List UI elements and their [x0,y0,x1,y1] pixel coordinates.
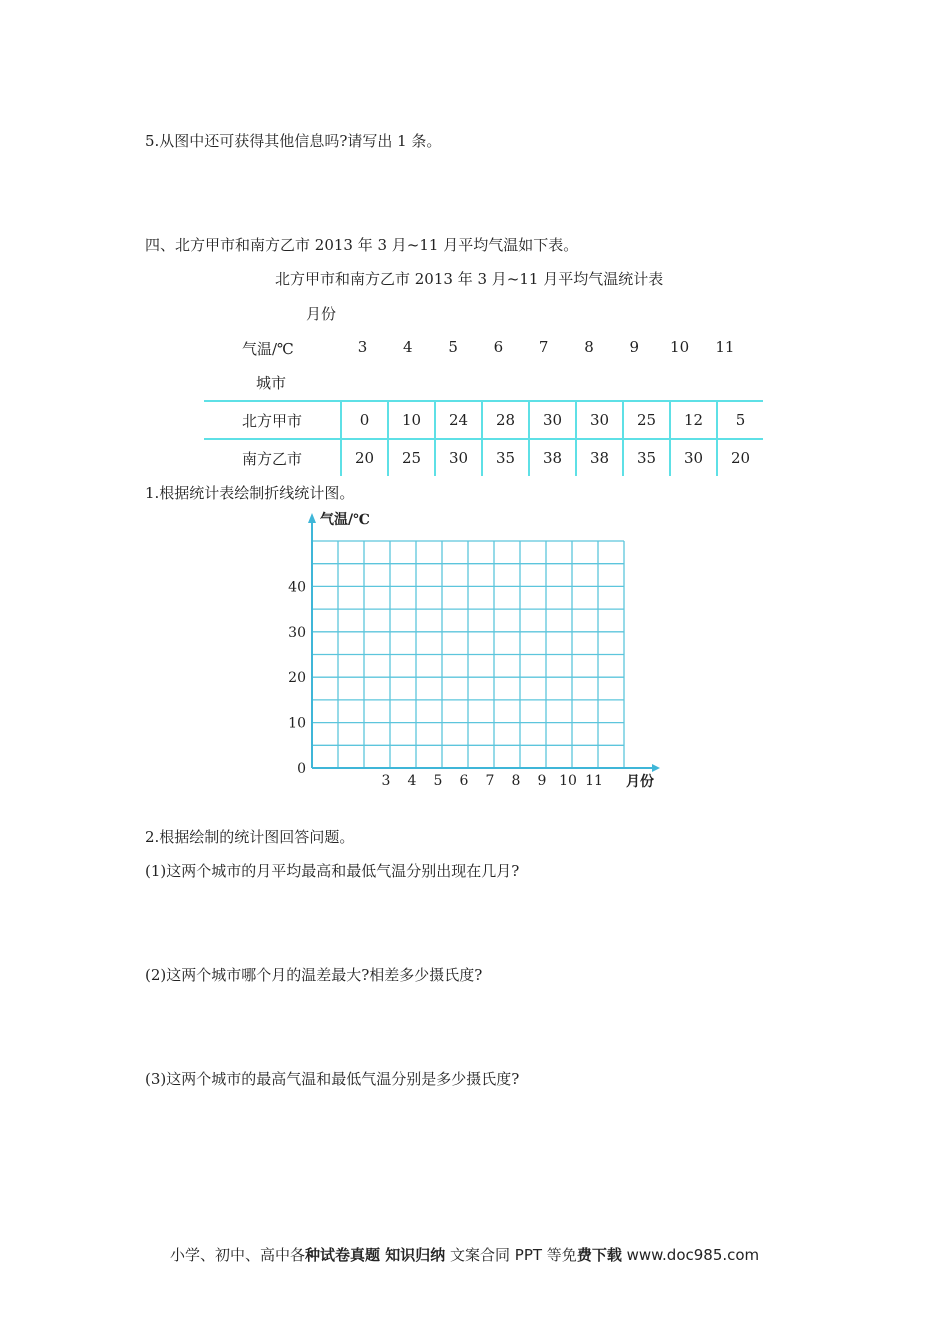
question-2-2: (2)这两个城市哪个月的温差最大?相差多少摄氏度? [145,966,483,984]
x-axis-label: 月份 [626,774,654,790]
month-header: 7 [538,338,549,356]
question-2-3: (3)这两个城市的最高气温和最低气温分别是多少摄氏度? [145,1070,520,1088]
section-4-heading: 四、北方甲市和南方乙市 2013 年 3 月~11 月平均气温如下表。 [145,236,579,254]
x-tick-label: 8 [511,773,521,789]
x-tick-label: 5 [433,773,443,789]
temp-cell: 0 [341,401,388,439]
month-header: 3 [357,338,368,356]
table-row [204,401,763,439]
y-tick-label: 10 [288,715,306,732]
temp-cell: 38 [576,439,623,476]
footer-text: 文案合同 PPT 等免 [445,1246,577,1264]
x-tick-label: 6 [459,773,469,789]
y-tick-label: 20 [288,670,306,687]
month-header: 9 [629,338,640,356]
temp-cell: 5 [717,401,763,439]
y-tick-label: 40 [288,579,306,596]
header-month: 月份 [306,305,337,323]
x-axis-arrow [652,764,660,772]
footer-text: 小学、初中、高中各 [170,1246,306,1264]
question-5: 5.从图中还可获得其他信息吗?请写出 1 条。 [145,132,442,150]
temp-cell: 35 [482,439,529,476]
temp-cell: 30 [435,439,482,476]
temp-cell: 10 [388,401,435,439]
question-2-1: (1)这两个城市的月平均最高和最低气温分别出现在几月? [145,862,520,880]
temp-cell: 12 [670,401,717,439]
header-city: 城市 [256,374,287,392]
x-tick-label: 11 [585,773,603,789]
month-header: 11 [715,338,735,356]
task-1: 1.根据统计表绘制折线统计图。 [145,484,355,502]
table-row [204,439,763,476]
temp-cell: 28 [482,401,529,439]
table-title: 北方甲市和南方乙市 2013 年 3 月~11 月平均气温统计表 [275,270,664,288]
temp-cell: 20 [341,439,388,476]
temp-cell: 35 [623,439,670,476]
temp-cell: 20 [717,439,763,476]
line-chart-grid [280,505,670,795]
city-cell: 南方乙市 [204,439,341,476]
x-tick-label: 10 [559,773,577,789]
footer [170,1244,759,1265]
month-header: 4 [403,338,413,356]
month-header: 8 [584,338,594,356]
y-tick-label: 30 [288,624,306,641]
y-axis-arrow [308,513,316,523]
month-header: 10 [670,338,690,356]
city-cell: 北方甲市 [204,401,341,439]
x-tick-label: 3 [381,773,391,789]
x-tick-label: 7 [485,773,495,789]
y-tick-label: 0 [297,761,306,777]
footer-bold: 种试卷真题 知识归纳 [305,1246,446,1264]
month-header: 6 [493,338,504,356]
temp-cell: 24 [435,401,482,439]
temp-cell: 25 [388,439,435,476]
header-temp: 气温/℃ [242,340,294,358]
task-2: 2.根据绘制的统计图回答问题。 [145,828,355,846]
footer-bold: 费下载 [576,1246,622,1264]
temp-cell: 30 [529,401,576,439]
temp-cell: 30 [576,401,623,439]
temp-cell: 30 [670,439,717,476]
temp-cell: 38 [529,439,576,476]
y-axis-label: 气温/℃ [320,512,370,528]
temperature-table [204,400,763,476]
footer-url[interactable]: www.doc985.com [621,1246,760,1264]
temp-cell: 25 [623,401,670,439]
month-header: 5 [448,338,458,356]
x-tick-label: 9 [537,773,547,789]
x-tick-label: 4 [407,773,417,789]
